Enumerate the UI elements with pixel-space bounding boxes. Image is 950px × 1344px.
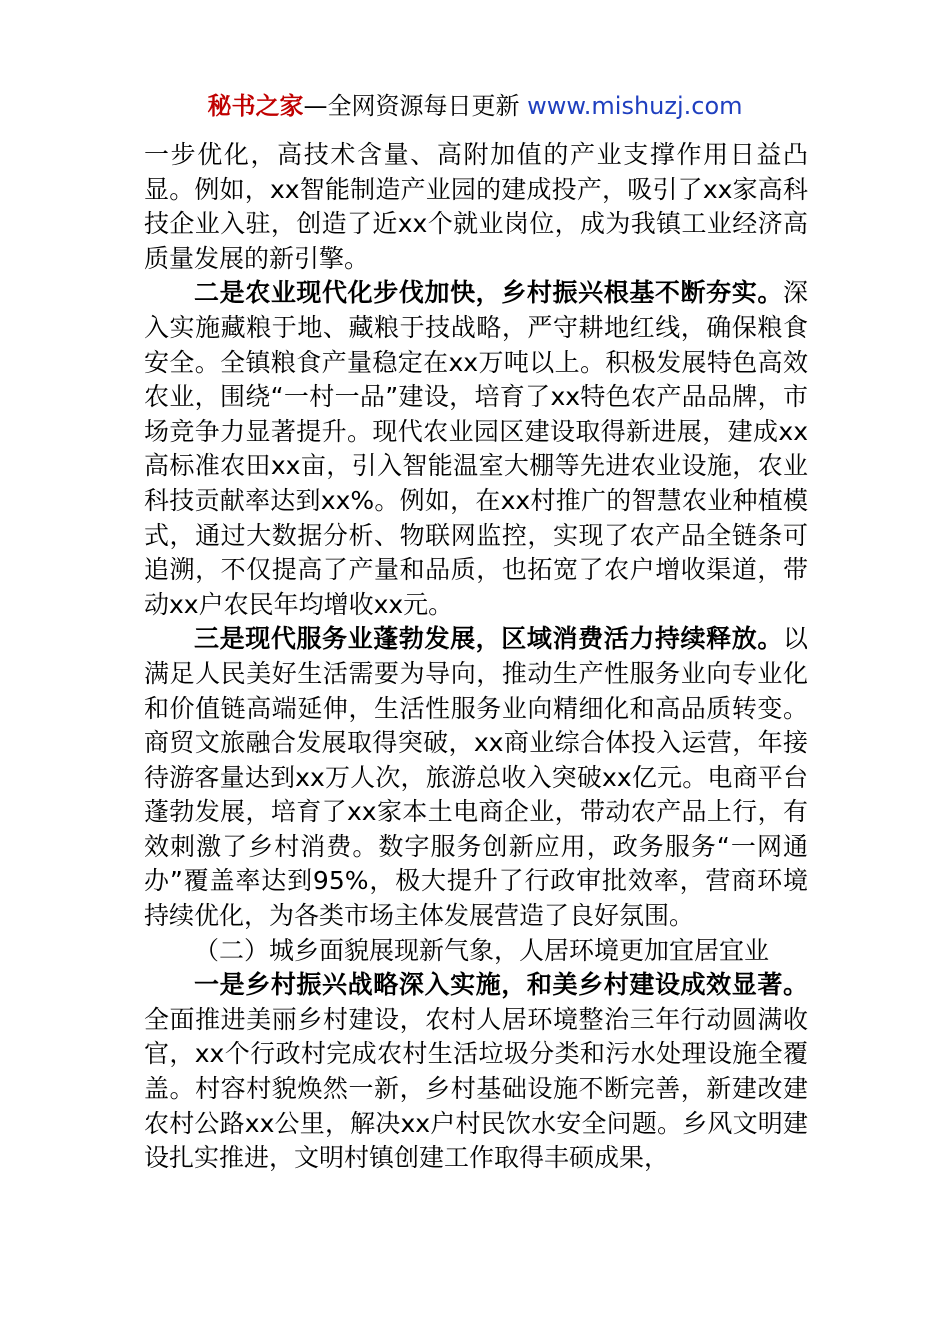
paragraph-text: 一步优化，高技术含量、高附加值的产业支撑作用日益凸显。例如，xx智能制造产业园的建成投产，吸引了xx家高科技企业入驻，创造了近xx个就业岗位，成为我镇工业经济高质量发展的新引擎。 <box>144 140 808 273</box>
paragraph-text: 以满足人民美好生活需要为导向，推动生产性服务业向专业化和价值链高端延伸，生活性服务业向精细化和高品质转变。商贸文旅融合发展取得突破，xx商业综合体投入运营，年接待游客量达到xx万人次，旅游总收入突破xx亿元。电商平台蓬勃发展，培育了xx家本土电商企业，带动农产品上行，有效刺激了乡村消费。数字服务创新应用，政务服务“一网通办”覆盖率达到95%，极大提升了行政审批效率，营商环境持续优化，为各类市场主体发展营造了良好氛围。 <box>144 624 808 931</box>
document-body <box>144 138 808 1176</box>
header-tagline: —全网资源每日更新 <box>303 92 520 120</box>
brand-name: 秘书之家 <box>207 92 304 120</box>
paragraph-lead: 一是乡村振兴战略深入实施，和美乡村建设成效显著。 <box>194 970 808 1000</box>
paragraph-lead: 三是现代服务业蓬勃发展，区域消费活力持续释放。 <box>194 624 783 654</box>
paragraph-services <box>144 622 808 933</box>
paragraph-agriculture <box>144 276 808 622</box>
paragraph-text: 深入实施藏粮于地、藏粮于技战略，严守耕地红线，确保粮食安全。全镇粮食产量稳定在xx万吨以上。积极发展特色高效农业，围绕“一村一品”建设，培育了xx特色农产品品牌，市场竞争力显著提升。现代农业园区建设取得新进展，建成xx高标准农田xx亩，引入智能温室大棚等先进农业设施，农业科技贡献率达到xx%。例如，在xx村推广的智慧农业种植模式，通过大数据分析、物联网监控，实现了农产品全链条可追溯，不仅提高了产量和品质，也拓宽了农户增收渠道，带动xx户农民年均增收xx元。 <box>144 278 808 619</box>
page-header <box>0 88 950 124</box>
site-url-link[interactable]: www.mishuzj.com <box>527 92 743 120</box>
section-heading: （二）城乡面貌展现新气象，人居环境更加宜居宜业 <box>194 935 770 965</box>
paragraph-rural-revitalization <box>144 968 808 1176</box>
paragraph-lead: 二是农业现代化步伐加快，乡村振兴根基不断夯实。 <box>194 278 783 308</box>
paragraph-continuation <box>144 138 808 276</box>
paragraph-text: 全面推进美丽乡村建设，农村人居环境整治三年行动圆满收官，xx个行政村完成农村生活垃圾分类和污水处理设施全覆盖。村容村貌焕然一新，乡村基础设施不断完善，新建改建农村公路xx公里，解决xx户村民饮水安全问题。乡风文明建设扎实推进，文明村镇创建工作取得丰硕成果， <box>144 1004 808 1173</box>
